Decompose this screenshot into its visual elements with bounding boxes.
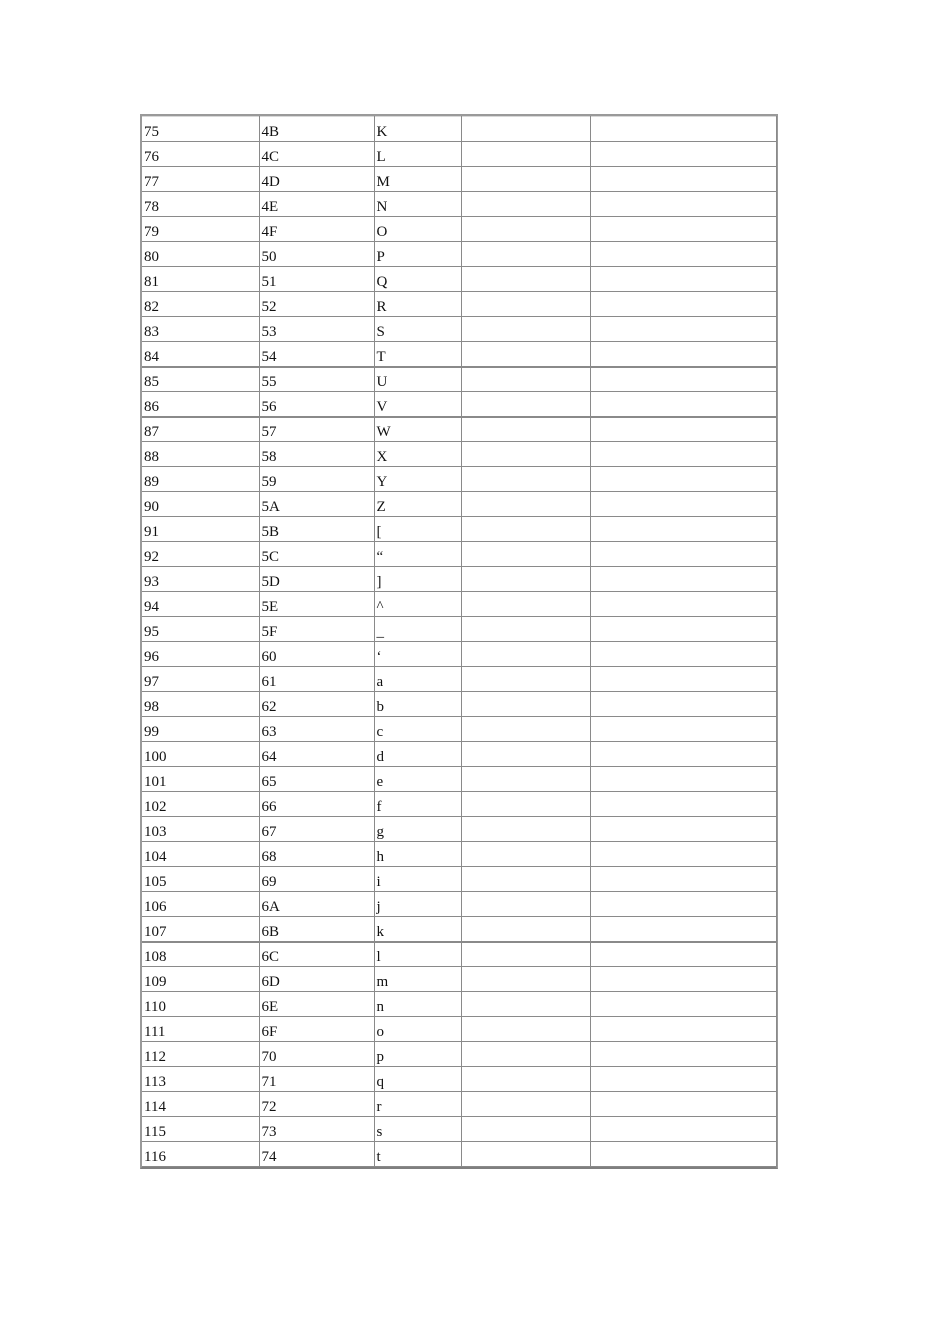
decimal-cell: 99 — [142, 717, 259, 742]
table-row — [142, 192, 776, 217]
empty-cell — [590, 792, 776, 817]
character-cell: Q — [374, 267, 461, 292]
character-cell: f — [374, 792, 461, 817]
hex-cell: 69 — [259, 867, 374, 892]
empty-cell — [461, 1142, 590, 1167]
table-row — [142, 292, 776, 317]
hex-cell: 6C — [259, 942, 374, 967]
decimal-cell: 108 — [142, 942, 259, 967]
decimal-cell: 106 — [142, 892, 259, 917]
decimal-cell: 76 — [142, 142, 259, 167]
empty-cell — [461, 867, 590, 892]
empty-cell — [590, 617, 776, 642]
decimal-cell: 79 — [142, 217, 259, 242]
table-row — [142, 517, 776, 542]
hex-cell: 4D — [259, 167, 374, 192]
ascii-code-table — [142, 116, 777, 1167]
empty-cell — [461, 442, 590, 467]
empty-cell — [590, 842, 776, 867]
empty-cell — [590, 992, 776, 1017]
table-row — [142, 842, 776, 867]
empty-cell — [590, 1092, 776, 1117]
empty-cell — [590, 1117, 776, 1142]
table-row — [142, 567, 776, 592]
decimal-cell: 80 — [142, 242, 259, 267]
hex-cell: 66 — [259, 792, 374, 817]
empty-cell — [590, 217, 776, 242]
hex-cell: 62 — [259, 692, 374, 717]
ascii-table-frame — [140, 114, 778, 1169]
empty-cell — [461, 392, 590, 417]
table-row — [142, 667, 776, 692]
character-cell: e — [374, 767, 461, 792]
character-cell: i — [374, 867, 461, 892]
table-row — [142, 1017, 776, 1042]
character-cell: T — [374, 342, 461, 367]
empty-cell — [461, 317, 590, 342]
hex-cell: 5B — [259, 517, 374, 542]
table-row — [142, 492, 776, 517]
empty-cell — [590, 192, 776, 217]
decimal-cell: 84 — [142, 342, 259, 367]
character-cell: r — [374, 1092, 461, 1117]
decimal-cell: 111 — [142, 1017, 259, 1042]
hex-cell: 5E — [259, 592, 374, 617]
decimal-cell: 101 — [142, 767, 259, 792]
decimal-cell: 97 — [142, 667, 259, 692]
table-row — [142, 692, 776, 717]
empty-cell — [461, 467, 590, 492]
empty-cell — [461, 167, 590, 192]
table-row — [142, 867, 776, 892]
empty-cell — [461, 767, 590, 792]
hex-cell: 59 — [259, 467, 374, 492]
character-cell: R — [374, 292, 461, 317]
hex-cell: 65 — [259, 767, 374, 792]
decimal-cell: 115 — [142, 1117, 259, 1142]
hex-cell: 73 — [259, 1117, 374, 1142]
table-row — [142, 742, 776, 767]
empty-cell — [590, 542, 776, 567]
empty-cell — [461, 217, 590, 242]
empty-cell — [461, 492, 590, 517]
table-row — [142, 717, 776, 742]
empty-cell — [461, 517, 590, 542]
character-cell: k — [374, 917, 461, 942]
hex-cell: 6D — [259, 967, 374, 992]
decimal-cell: 116 — [142, 1142, 259, 1167]
hex-cell: 68 — [259, 842, 374, 867]
table-row — [142, 992, 776, 1017]
empty-cell — [590, 942, 776, 967]
empty-cell — [461, 942, 590, 967]
hex-cell: 4E — [259, 192, 374, 217]
empty-cell — [590, 892, 776, 917]
hex-cell: 6F — [259, 1017, 374, 1042]
character-cell: g — [374, 817, 461, 842]
character-cell: Z — [374, 492, 461, 517]
character-cell: m — [374, 967, 461, 992]
empty-cell — [461, 192, 590, 217]
empty-cell — [590, 567, 776, 592]
empty-cell — [590, 367, 776, 392]
empty-cell — [461, 242, 590, 267]
hex-cell: 63 — [259, 717, 374, 742]
empty-cell — [461, 742, 590, 767]
table-row — [142, 1092, 776, 1117]
character-cell: Y — [374, 467, 461, 492]
character-cell: h — [374, 842, 461, 867]
decimal-cell: 89 — [142, 467, 259, 492]
character-cell: O — [374, 217, 461, 242]
empty-cell — [590, 1017, 776, 1042]
decimal-cell: 94 — [142, 592, 259, 617]
empty-cell — [590, 417, 776, 442]
table-row — [142, 942, 776, 967]
hex-cell: 58 — [259, 442, 374, 467]
decimal-cell: 81 — [142, 267, 259, 292]
decimal-cell: 107 — [142, 917, 259, 942]
character-cell: p — [374, 1042, 461, 1067]
hex-cell: 70 — [259, 1042, 374, 1067]
decimal-cell: 83 — [142, 317, 259, 342]
empty-cell — [461, 267, 590, 292]
table-row — [142, 367, 776, 392]
table-row — [142, 1042, 776, 1067]
empty-cell — [590, 967, 776, 992]
decimal-cell: 75 — [142, 117, 259, 142]
empty-cell — [590, 492, 776, 517]
hex-cell: 5F — [259, 617, 374, 642]
decimal-cell: 88 — [142, 442, 259, 467]
hex-cell: 4C — [259, 142, 374, 167]
hex-cell: 72 — [259, 1092, 374, 1117]
decimal-cell: 105 — [142, 867, 259, 892]
character-cell: q — [374, 1067, 461, 1092]
decimal-cell: 86 — [142, 392, 259, 417]
decimal-cell: 100 — [142, 742, 259, 767]
decimal-cell: 110 — [142, 992, 259, 1017]
empty-cell — [590, 167, 776, 192]
hex-cell: 53 — [259, 317, 374, 342]
decimal-cell: 98 — [142, 692, 259, 717]
empty-cell — [461, 367, 590, 392]
decimal-cell: 103 — [142, 817, 259, 842]
hex-cell: 6E — [259, 992, 374, 1017]
decimal-cell: 82 — [142, 292, 259, 317]
empty-cell — [590, 517, 776, 542]
empty-cell — [461, 342, 590, 367]
empty-cell — [461, 817, 590, 842]
decimal-cell: 90 — [142, 492, 259, 517]
character-cell: P — [374, 242, 461, 267]
empty-cell — [461, 292, 590, 317]
table-row — [142, 342, 776, 367]
empty-cell — [590, 642, 776, 667]
character-cell: S — [374, 317, 461, 342]
empty-cell — [590, 1142, 776, 1167]
character-cell: [ — [374, 517, 461, 542]
decimal-cell: 104 — [142, 842, 259, 867]
hex-cell: 4F — [259, 217, 374, 242]
character-cell: ‘ — [374, 642, 461, 667]
empty-cell — [590, 317, 776, 342]
hex-cell: 5C — [259, 542, 374, 567]
hex-cell: 54 — [259, 342, 374, 367]
hex-cell: 6A — [259, 892, 374, 917]
hex-cell: 5A — [259, 492, 374, 517]
character-cell: b — [374, 692, 461, 717]
empty-cell — [590, 717, 776, 742]
empty-cell — [590, 267, 776, 292]
character-cell: U — [374, 367, 461, 392]
table-row — [142, 542, 776, 567]
empty-cell — [461, 967, 590, 992]
hex-cell: 64 — [259, 742, 374, 767]
table-row — [142, 642, 776, 667]
character-cell: V — [374, 392, 461, 417]
empty-cell — [590, 917, 776, 942]
table-row — [142, 467, 776, 492]
table-row — [142, 1142, 776, 1167]
empty-cell — [461, 567, 590, 592]
empty-cell — [461, 117, 590, 142]
hex-cell: 60 — [259, 642, 374, 667]
ascii-table-body — [142, 117, 776, 1167]
table-row — [142, 267, 776, 292]
character-cell: N — [374, 192, 461, 217]
table-row — [142, 917, 776, 942]
empty-cell — [461, 992, 590, 1017]
hex-cell: 57 — [259, 417, 374, 442]
character-cell: ] — [374, 567, 461, 592]
hex-cell: 74 — [259, 1142, 374, 1167]
empty-cell — [461, 717, 590, 742]
character-cell: c — [374, 717, 461, 742]
decimal-cell: 95 — [142, 617, 259, 642]
empty-cell — [590, 767, 776, 792]
table-row — [142, 892, 776, 917]
hex-cell: 55 — [259, 367, 374, 392]
empty-cell — [590, 1042, 776, 1067]
empty-cell — [461, 592, 590, 617]
decimal-cell: 113 — [142, 1067, 259, 1092]
hex-cell: 71 — [259, 1067, 374, 1092]
table-row — [142, 417, 776, 442]
character-cell: o — [374, 1017, 461, 1042]
empty-cell — [461, 1117, 590, 1142]
table-row — [142, 392, 776, 417]
empty-cell — [461, 642, 590, 667]
decimal-cell: 96 — [142, 642, 259, 667]
decimal-cell: 109 — [142, 967, 259, 992]
empty-cell — [461, 417, 590, 442]
empty-cell — [461, 917, 590, 942]
decimal-cell: 87 — [142, 417, 259, 442]
table-row — [142, 1117, 776, 1142]
character-cell: l — [374, 942, 461, 967]
table-row — [142, 142, 776, 167]
empty-cell — [590, 117, 776, 142]
character-cell: M — [374, 167, 461, 192]
table-row — [142, 167, 776, 192]
hex-cell: 6B — [259, 917, 374, 942]
decimal-cell: 92 — [142, 542, 259, 567]
table-row — [142, 117, 776, 142]
empty-cell — [590, 817, 776, 842]
character-cell: K — [374, 117, 461, 142]
decimal-cell: 112 — [142, 1042, 259, 1067]
empty-cell — [461, 1067, 590, 1092]
decimal-cell: 114 — [142, 1092, 259, 1117]
character-cell: d — [374, 742, 461, 767]
character-cell: L — [374, 142, 461, 167]
empty-cell — [590, 592, 776, 617]
table-row — [142, 592, 776, 617]
table-row — [142, 617, 776, 642]
decimal-cell: 77 — [142, 167, 259, 192]
decimal-cell: 85 — [142, 367, 259, 392]
character-cell: s — [374, 1117, 461, 1142]
empty-cell — [590, 242, 776, 267]
empty-cell — [590, 692, 776, 717]
table-row — [142, 767, 776, 792]
decimal-cell: 93 — [142, 567, 259, 592]
empty-cell — [461, 142, 590, 167]
table-row — [142, 217, 776, 242]
hex-cell: 51 — [259, 267, 374, 292]
empty-cell — [590, 867, 776, 892]
table-row — [142, 817, 776, 842]
empty-cell — [590, 742, 776, 767]
character-cell: _ — [374, 617, 461, 642]
character-cell: “ — [374, 542, 461, 567]
empty-cell — [461, 542, 590, 567]
hex-cell: 4B — [259, 117, 374, 142]
table-row — [142, 317, 776, 342]
empty-cell — [590, 667, 776, 692]
empty-cell — [461, 1017, 590, 1042]
character-cell: a — [374, 667, 461, 692]
empty-cell — [461, 667, 590, 692]
empty-cell — [461, 1092, 590, 1117]
empty-cell — [590, 292, 776, 317]
empty-cell — [590, 442, 776, 467]
character-cell: t — [374, 1142, 461, 1167]
hex-cell: 67 — [259, 817, 374, 842]
table-row — [142, 1067, 776, 1092]
empty-cell — [590, 342, 776, 367]
character-cell: X — [374, 442, 461, 467]
table-row — [142, 242, 776, 267]
hex-cell: 61 — [259, 667, 374, 692]
empty-cell — [590, 392, 776, 417]
character-cell: n — [374, 992, 461, 1017]
hex-cell: 56 — [259, 392, 374, 417]
empty-cell — [590, 142, 776, 167]
empty-cell — [461, 617, 590, 642]
empty-cell — [461, 892, 590, 917]
empty-cell — [590, 1067, 776, 1092]
hex-cell: 5D — [259, 567, 374, 592]
decimal-cell: 91 — [142, 517, 259, 542]
empty-cell — [461, 842, 590, 867]
character-cell: j — [374, 892, 461, 917]
character-cell: W — [374, 417, 461, 442]
table-row — [142, 967, 776, 992]
hex-cell: 52 — [259, 292, 374, 317]
decimal-cell: 102 — [142, 792, 259, 817]
hex-cell: 50 — [259, 242, 374, 267]
empty-cell — [590, 467, 776, 492]
table-row — [142, 792, 776, 817]
table-row — [142, 442, 776, 467]
empty-cell — [461, 1042, 590, 1067]
empty-cell — [461, 792, 590, 817]
empty-cell — [461, 692, 590, 717]
character-cell: ^ — [374, 592, 461, 617]
decimal-cell: 78 — [142, 192, 259, 217]
